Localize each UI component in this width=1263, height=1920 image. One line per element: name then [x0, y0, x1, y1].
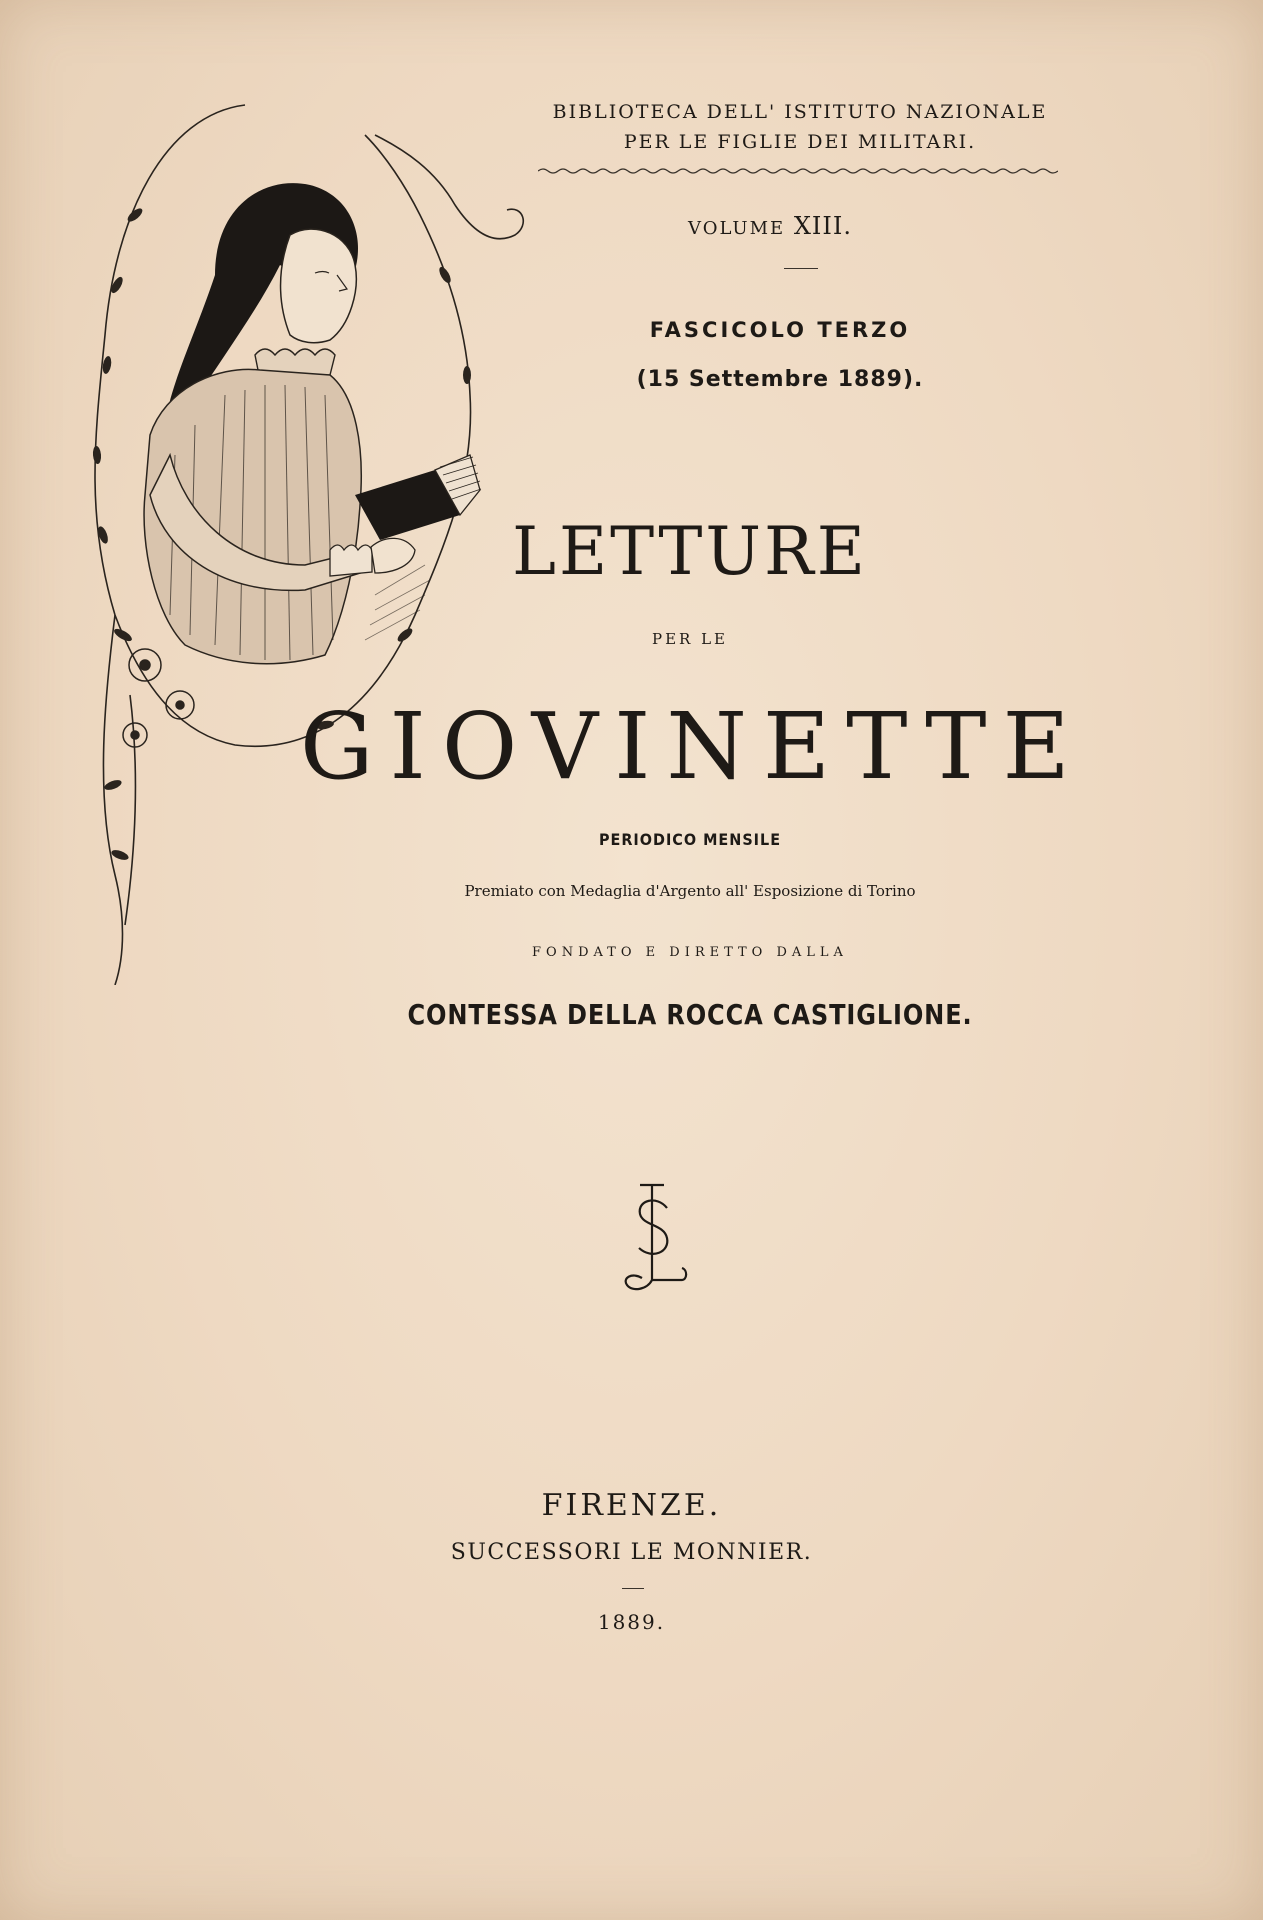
- imprint-rule: [622, 1588, 644, 1589]
- title-giovinette: GIOVINETTE: [300, 693, 1086, 800]
- title-letture: LETTURE: [512, 513, 868, 590]
- author-name: CONTESSA DELLA ROCCA CASTIGLIONE.: [407, 998, 973, 1031]
- founded-by: FONDATO E DIRETTO DALLA: [532, 945, 848, 960]
- title-connector: PER LE: [651, 630, 728, 648]
- volume-line: [600, 212, 940, 240]
- library-header: [530, 97, 1070, 157]
- woman-reading-engraving-icon: [75, 95, 535, 985]
- imprint-publisher: SUCCESSORI LE MONNIER.: [450, 1540, 813, 1565]
- imprint-year: 1889.: [597, 1610, 666, 1634]
- frequency: PERIODICO MENSILE: [598, 830, 782, 849]
- volume-label: VOLUME: [688, 218, 786, 239]
- issue-date: (15 Settembre 1889).: [636, 367, 924, 392]
- monogram-ls-icon: [612, 1180, 692, 1300]
- volume-number: XIII.: [793, 212, 852, 240]
- award-line: Premiato con Medaglia d'Argento all' Esposizione di Torino: [464, 882, 916, 900]
- fascicolo: FASCICOLO TERZO: [649, 318, 911, 342]
- short-rule: [784, 268, 818, 269]
- imprint-city: FIRENZE.: [541, 1488, 722, 1523]
- library-line-1: BIBLIOTECA DELL' ISTITUTO NAZIONALE: [552, 101, 1048, 123]
- library-line-2: PER LE FIGLIE DEI MILITARI.: [623, 131, 977, 153]
- wavy-rule: [538, 166, 1058, 176]
